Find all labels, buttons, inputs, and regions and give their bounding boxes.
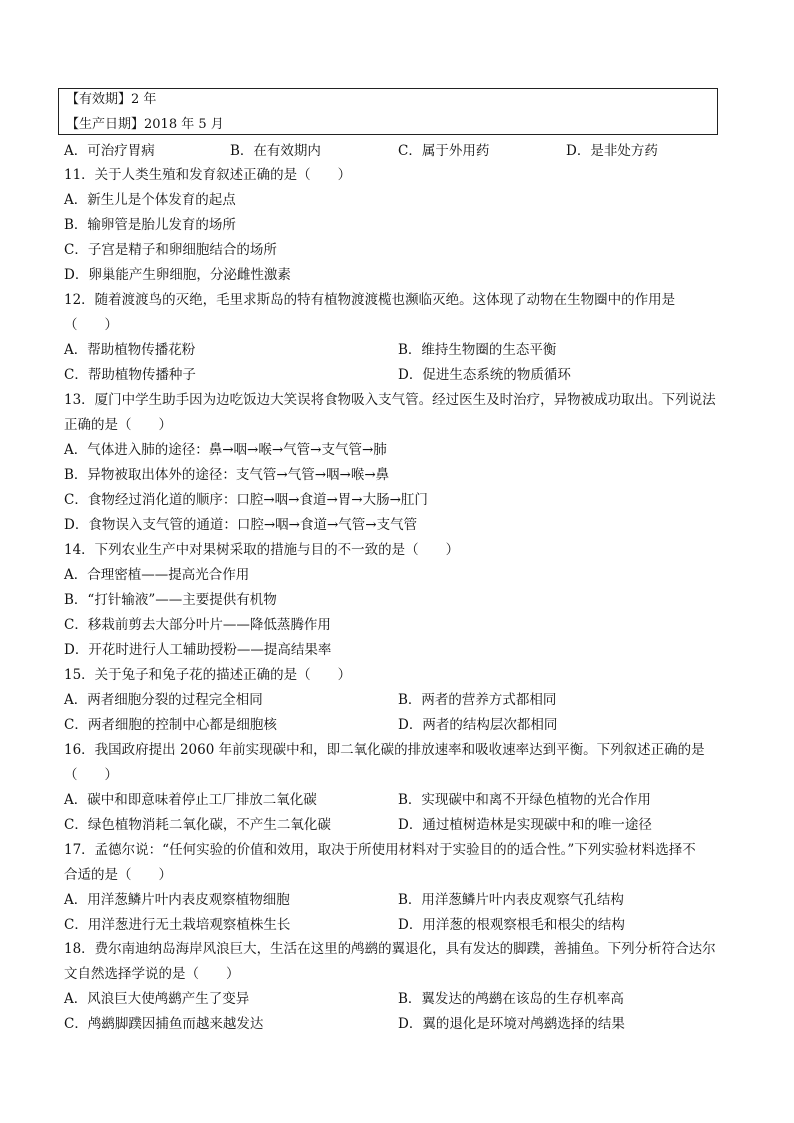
q16-option-d: D．通过植树造林是实现碳中和的唯一途径 (398, 817, 652, 833)
medicine-label-box (58, 88, 718, 135)
q14-option-d: D．开花时进行人工辅助授粉——提高结果率 (64, 642, 332, 658)
q10-option-c: C．属于外用药 (398, 143, 490, 159)
q11-option-d: D．卵巢能产生卵细胞，分泌雌性激素 (64, 267, 291, 283)
q18-option-d: D．翼的退化是环境对鸬鹚选择的结果 (398, 1016, 625, 1032)
q18-option-a: A．风浪巨大使鸬鹚产生了变异 (64, 991, 250, 1007)
q18-option-c: C．鸬鹚脚蹼因捕鱼而越来越发达 (64, 1016, 264, 1032)
q10-option-b: B．在有效期内 (230, 143, 321, 159)
q17-stem: 17．孟德尔说：“任何实验的价值和效用，取决于所使用材料对于实验目的的适合性。”下列实验材料选择不 (64, 842, 696, 858)
q15-stem: 15．关于兔子和兔子花的描述正确的是（ ） (64, 667, 352, 683)
q15-option-c: C．两者细胞的控制中心都是细胞核 (64, 717, 277, 733)
q12-option-a: A．帮助植物传播花粉 (64, 342, 196, 358)
q17-option-a: A．用洋葱鳞片叶内表皮观察植物细胞 (64, 892, 290, 908)
q17-option-d: D．用洋葱的根观察根毛和根尖的结构 (398, 917, 625, 933)
q12-option-c: C．帮助植物传播种子 (64, 367, 196, 383)
q16-option-c: C．绿色植物消耗二氧化碳，不产生二氧化碳 (64, 817, 331, 833)
q17-option-b: B．用洋葱鳞片叶内表皮观察气孔结构 (398, 892, 624, 908)
production-date-line: 【生产日期】2018 年 5 月 (66, 117, 224, 132)
q10-option-d: D．是非处方药 (566, 143, 658, 159)
q15-option-d: D．两者的结构层次都相同 (398, 717, 558, 733)
q14-stem: 14．下列农业生产中对果树采取的措施与目的不一致的是（ ） (64, 542, 460, 558)
q12-option-b: B．维持生物圈的生态平衡 (398, 342, 557, 358)
q11-option-b: B．输卵管是胎儿发育的场所 (64, 217, 236, 233)
q17-stem-cont: 合适的是（ ） (64, 867, 172, 883)
q12-stem: 12．随着渡渡鸟的灭绝，毛里求斯岛的特有植物渡渡榄也濒临灭绝。这体现了动物在生物圈中的作用是 (64, 292, 676, 308)
q13-stem: 13．厦门中学生助手因为边吃饭边大笑误将食物吸入支气管。经过医生及时治疗，异物被成功取出。下列说法 (64, 392, 716, 408)
q10-option-a: A．可治疗胃病 (64, 143, 155, 159)
q18-stem: 18．费尔南迪纳岛海岸风浪巨大，生活在这里的鸬鹚的翼退化，具有发达的脚蹼，善捕鱼。下列分析符合达尔 (64, 941, 716, 957)
q14-option-a: A．合理密植——提高光合作用 (64, 567, 250, 583)
q12-option-d: D．促进生态系统的物质循环 (398, 367, 571, 383)
q14-option-c: C．移栽前剪去大部分叶片——降低蒸腾作用 (64, 617, 331, 633)
expiry-line: 【有效期】2 年 (66, 92, 157, 107)
q17-option-c: C．用洋葱进行无土栽培观察植株生长 (64, 917, 291, 933)
q11-option-a: A．新生儿是个体发育的起点 (64, 192, 236, 208)
q11-stem: 11．关于人类生殖和发育叙述正确的是（ ） (64, 167, 352, 183)
q18-stem-cont: 文自然选择学说的是（ ） (64, 966, 240, 982)
q16-stem: 16．我国政府提出 2060 年前实现碳中和，即二氧化碳的排放速率和吸收速率达到平衡。下列叙述正确的是 (64, 742, 705, 758)
q11-option-c: C．子宫是精子和卵细胞结合的场所 (64, 242, 277, 258)
q13-option-c: C．食物经过消化道的顺序：口腔→咽→食道→胃→大肠→肛门 (64, 492, 428, 508)
q13-option-a: A．气体进入肺的途径：鼻→咽→喉→气管→支气管→肺 (64, 442, 387, 458)
q13-option-b: B．异物被取出体外的途径：支气管→气管→咽→喉→鼻 (64, 467, 390, 483)
q16-option-a: A．碳中和即意味着停止工厂排放二氧化碳 (64, 792, 317, 808)
q14-option-b: B．“打针输液”——主要提供有机物 (64, 592, 277, 608)
q13-stem-cont: 正确的是（ ） (64, 417, 172, 433)
q16-stem-cont: （ ） (64, 767, 118, 783)
q18-option-b: B．翼发达的鸬鹚在该岛的生存机率高 (398, 991, 624, 1007)
q15-option-a: A．两者细胞分裂的过程完全相同 (64, 692, 263, 708)
q15-option-b: B．两者的营养方式都相同 (398, 692, 557, 708)
q12-stem-cont: （ ） (64, 317, 118, 333)
q13-option-d: D．食物误入支气管的通道：口腔→咽→食道→气管→支气管 (64, 517, 418, 533)
q16-option-b: B．实现碳中和离不开绿色植物的光合作用 (398, 792, 651, 808)
